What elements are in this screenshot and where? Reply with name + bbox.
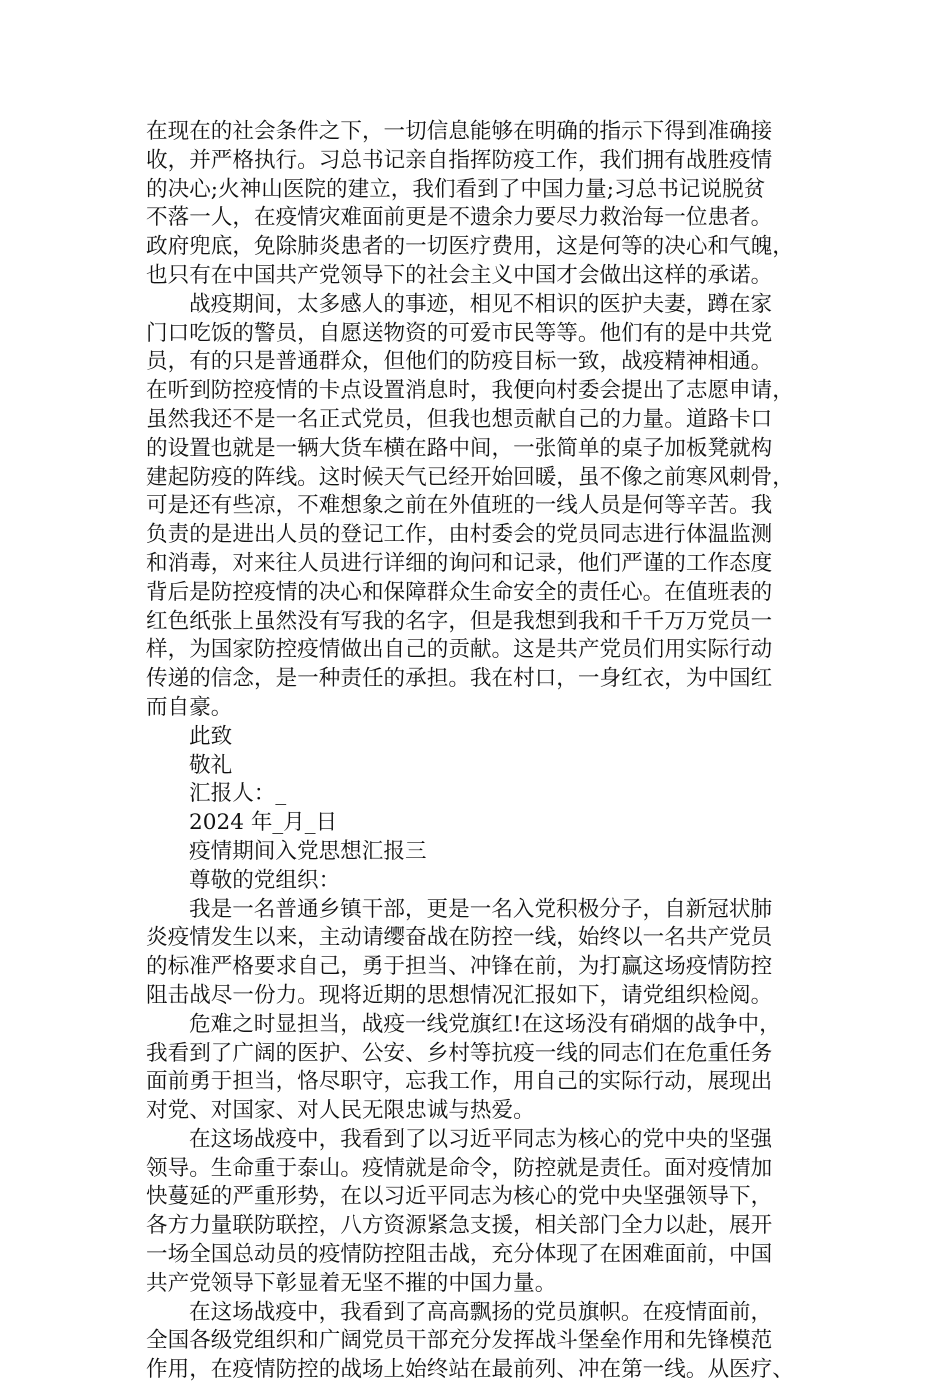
text-line: 背后是防控疫情的决心和保障群众生命安全的责任心。在值班表的 bbox=[146, 579, 773, 605]
text-line: 尊敬的党组织： bbox=[189, 867, 341, 893]
text-line: 红色纸张上虽然没有写我的名字，但是我想到我和千千万万党员一 bbox=[146, 608, 773, 634]
text-line: 在这场战疫中，我看到了高高飘扬的党员旗帜。在疫情面前， bbox=[189, 1299, 773, 1325]
text-line: 2024 年_月_日 bbox=[189, 810, 338, 836]
text-line: 的决心;火神山医院的建立，我们看到了中国力量;习总书记说脱贫 bbox=[146, 176, 766, 202]
text-line: 此致 bbox=[189, 723, 233, 749]
text-line: 的设置也就是一辆大货车横在路中间，一张简单的桌子加板凳就构 bbox=[146, 435, 773, 461]
text-line: 我看到了广阔的医护、公安、乡村等抗疫一线的同志们在危重任务 bbox=[146, 1040, 773, 1066]
text-line: 可是还有些凉，不难想象之前在外值班的一线人员是何等辛苦。我 bbox=[146, 493, 773, 519]
text-line: 在现在的社会条件之下，一切信息能够在明确的指示下得到准确接 bbox=[146, 119, 773, 144]
text-line: 危难之时显担当，战疫一线党旗红!在这场没有硝烟的战争中， bbox=[189, 1011, 781, 1037]
text-line: 而自豪。 bbox=[146, 694, 233, 720]
text-line: 面前勇于担当，恪尽职守，忘我工作，用自己的实际行动，展现出 bbox=[146, 1069, 773, 1095]
text-line: 快蔓延的严重形势，在以习近平同志为核心的党中央坚强领导下， bbox=[146, 1184, 773, 1210]
text-line: 炎疫情发生以来，主动请缨奋战在防控一线，始终以一名共产党员 bbox=[146, 925, 773, 951]
text-line: 的标准严格要求自己，勇于担当、冲锋在前，为打赢这场疫情防控 bbox=[146, 954, 773, 980]
text-line: 政府兜底，免除肺炎患者的一切医疗费用，这是何等的决心和气魄， bbox=[146, 234, 794, 260]
text-line: 在这场战疫中，我看到了以习近平同志为核心的党中央的坚强 bbox=[189, 1126, 773, 1152]
text-line: 作用，在疫情防控的战场上始终站在最前列、冲在第一线。从医疗、 bbox=[146, 1357, 794, 1383]
text-line: 各方力量联防联控，八方资源紧急支援，相关部门全力以赴，展开 bbox=[146, 1213, 773, 1239]
text-line: 我是一名普通乡镇干部，更是一名入党积极分子，自新冠状肺 bbox=[189, 896, 773, 922]
text-line: 负责的是进出人员的登记工作，由村委会的党员同志进行体温监测 bbox=[146, 522, 773, 548]
document-page bbox=[146, 118, 826, 1385]
text-line: 样，为国家防控疫情做出自己的贡献。这是共产党员们用实际行动 bbox=[146, 637, 773, 663]
text-line: 收，并严格执行。习总书记亲自指挥防疫工作，我们拥有战胜疫情 bbox=[146, 147, 773, 173]
text-line: 领导。生命重于泰山。疫情就是命令，防控就是责任。面对疫情加 bbox=[146, 1155, 773, 1181]
text-line: 汇报人：_ bbox=[189, 781, 287, 807]
text-line: 一场全国总动员的疫情防控阻击战，充分体现了在困难面前，中国 bbox=[146, 1242, 773, 1268]
text-line: 传递的信念，是一种责任的承担。我在村口，一身红衣，为中国红 bbox=[146, 666, 773, 692]
text-line: 和消毒，对来往人员进行详细的询问和记录，他们严谨的工作态度 bbox=[146, 550, 773, 576]
text-line: 战疫期间，太多感人的事迹，相见不相识的医护夫妻，蹲在家 bbox=[189, 291, 773, 317]
text-line: 在听到防控疫情的卡点设置消息时，我便向村委会提出了志愿申请， bbox=[146, 378, 794, 404]
text-line: 不落一人，在疫情灾难面前更是不遗余力要尽力救治每一位患者。 bbox=[146, 205, 773, 231]
text-line: 对党、对国家、对人民无限忠诚与热爱。 bbox=[146, 1098, 535, 1124]
text-line: 全国各级党组织和广阔党员干部充分发挥战斗堡垒作用和先锋模范 bbox=[146, 1328, 773, 1354]
text-line: 敬礼 bbox=[189, 752, 233, 778]
text-line: 疫情期间入党思想汇报三 bbox=[189, 838, 427, 864]
text-line: 也只有在中国共产党领导下的社会主义中国才会做出这样的承诺。 bbox=[146, 262, 773, 288]
text-line: 阻击战尽一份力。现将近期的思想情况汇报如下，请党组织检阅。 bbox=[146, 982, 773, 1008]
text-line: 建起防疫的阵线。这时候天气已经开始回暖，虽不像之前寒风刺骨， bbox=[146, 464, 794, 490]
text-line: 员，有的只是普通群众，但他们的防疫目标一致，战疫精神相通。 bbox=[146, 349, 773, 375]
text-line: 门口吃饭的警员，自愿送物资的可爱市民等等。他们有的是中共党 bbox=[146, 320, 773, 346]
text-line: 虽然我还不是一名正式党员，但我也想贡献自己的力量。道路卡口 bbox=[146, 406, 773, 432]
text-line: 共产党领导下彰显着无坚不摧的中国力量。 bbox=[146, 1270, 557, 1296]
